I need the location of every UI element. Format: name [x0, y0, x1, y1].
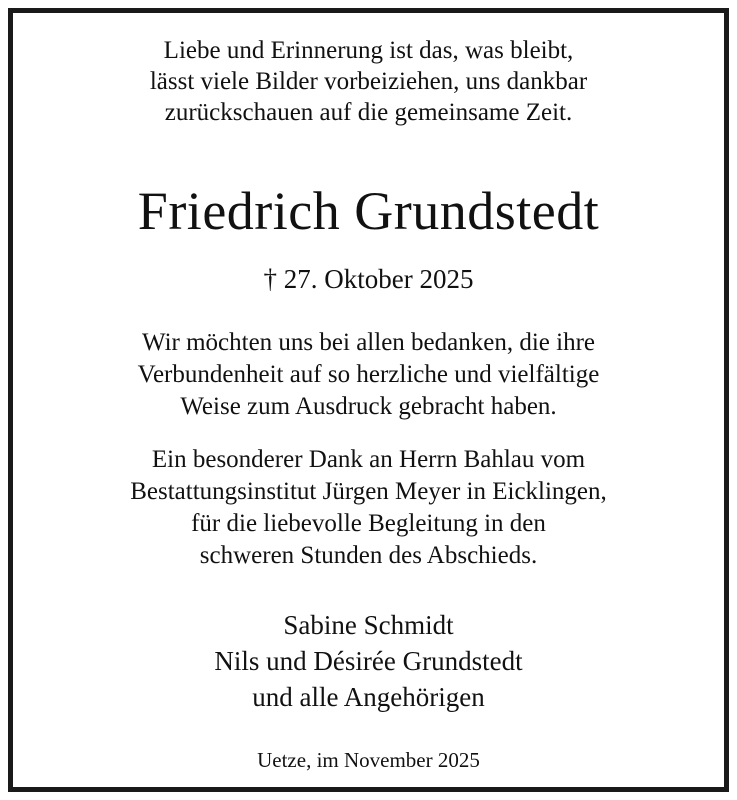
special-thanks-line: Ein besonderer Dank an Herrn Bahlau vom [151, 446, 586, 473]
motto-line: lässt viele Bilder vorbeiziehen, uns dankbar [149, 68, 588, 95]
thanks-line: Wir möchten uns bei allen bedanken, die ihre [141, 329, 595, 356]
signer-line: und alle Angehörigen [252, 682, 485, 712]
special-thanks-line: für die liebevolle Begleitung in den [191, 510, 546, 537]
thanks-line: Weise zum Ausdruck gebracht haben. [180, 393, 557, 420]
obituary-notice [8, 8, 729, 792]
signer-line: Nils und Désirée Grundstedt [214, 646, 523, 676]
signer-line: Sabine Schmidt [283, 610, 454, 640]
thanks-paragraph [13, 327, 724, 423]
motto-line: zurückschauen auf die gemeinsame Zeit. [164, 99, 573, 126]
signers [13, 607, 724, 715]
special-thanks-line: schweren Stunden des Abschieds. [199, 542, 538, 569]
motto-verse [13, 35, 724, 128]
special-thanks-paragraph [13, 444, 724, 572]
place-and-date: Uetze, im November 2025 [257, 748, 480, 772]
death-date: † 27. Oktober 2025 [263, 264, 474, 294]
deceased-name: Friedrich Grundstedt [137, 181, 600, 241]
special-thanks-line: Bestattungsinstitut Jürgen Meyer in Eicklingen, [130, 478, 607, 505]
motto-line: Liebe und Erinnerung ist das, was bleibt, [163, 37, 574, 64]
thanks-line: Verbundenheit auf so herzliche und vielfältige [137, 361, 600, 388]
